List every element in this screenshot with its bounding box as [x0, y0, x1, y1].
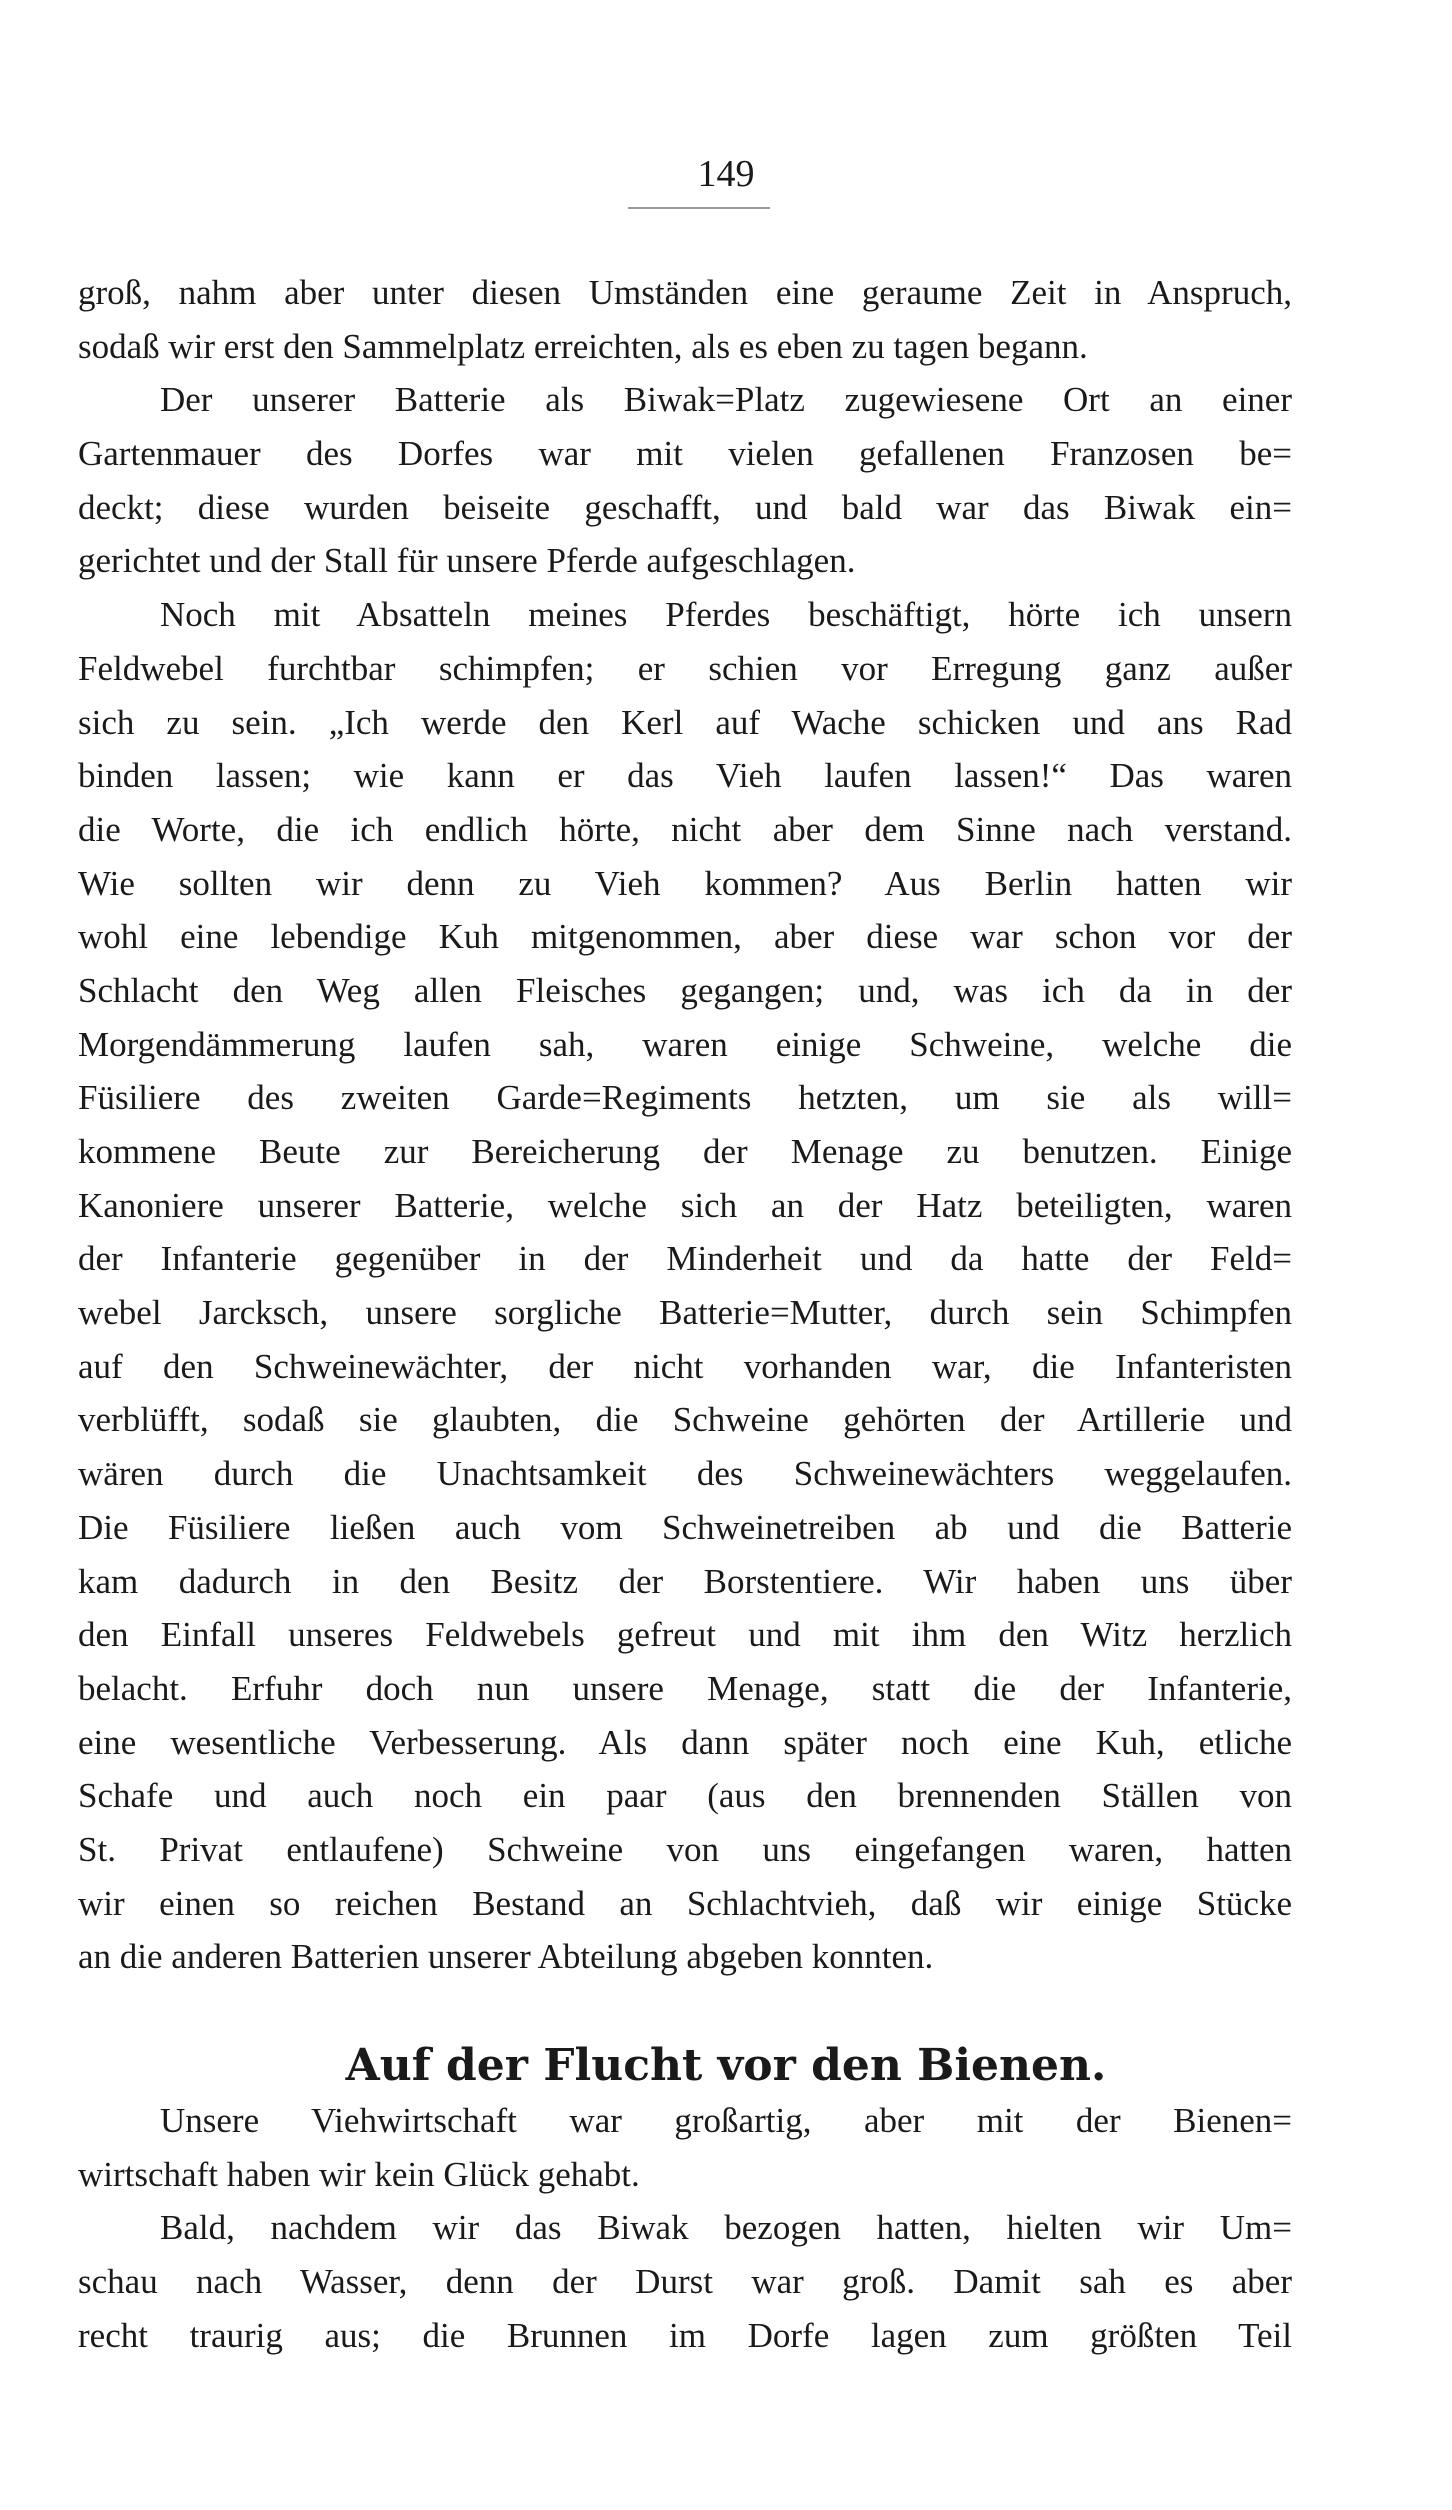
- text-line: schau nach Wasser, denn der Durst war groß. Damit sah es aber: [78, 2262, 1292, 2302]
- text-line: wir einen so reichen Bestand an Schlachtvieh, daß wir einige Stücke: [78, 1883, 1292, 1923]
- text-line: Schlacht den Weg allen Fleisches gegangen; und, was ich da in der: [78, 970, 1292, 1010]
- text-line: webel Jarcksch, unsere sorgliche Batterie=Mutter, durch sein Schimpfen: [78, 1293, 1292, 1333]
- text-line: wohl eine lebendige Kuh mitgenommen, aber diese war schon vor der: [78, 917, 1292, 957]
- body-text-section-2: [78, 2094, 1292, 2362]
- text-line: die Worte, die ich endlich hörte, nicht aber dem Sinne nach verstand.: [78, 809, 1292, 849]
- text-line: deckt; diese wurden beiseite geschafft, und bald war das Biwak ein=: [78, 487, 1292, 527]
- text-line: wirtschaft haben wir kein Glück gehabt.: [78, 2154, 640, 2194]
- text-line: Kanoniere unserer Batterie, welche sich an der Hatz beteiligten, waren: [78, 1185, 1292, 1225]
- text-line: Noch mit Absatteln meines Pferdes beschäftigt, hörte ich unsern: [160, 595, 1292, 635]
- text-line: den Einfall unseres Feldwebels gefreut und mit ihm den Witz herzlich: [78, 1615, 1292, 1655]
- text-line: Feldwebel furchtbar schimpfen; er schien vor Erregung ganz außer: [78, 648, 1292, 688]
- text-line: an die anderen Batterien unserer Abteilung abgeben konnten.: [78, 1937, 934, 1977]
- text-line: groß, nahm aber unter diesen Umständen eine geraume Zeit in Anspruch,: [78, 273, 1292, 312]
- text-line: Füsiliere des zweiten Garde=Regiments hetzten, um sie als will=: [78, 1078, 1292, 1118]
- text-line: Gartenmauer des Dorfes war mit vielen gefallenen Franzosen be=: [78, 434, 1292, 474]
- text-line: Morgendämmerung laufen sah, waren einige Schweine, welche die: [78, 1024, 1292, 1064]
- page-number: 149: [697, 153, 755, 195]
- header-rule: [628, 207, 770, 209]
- text-line: St. Privat entlaufene) Schweine von uns eingefangen waren, hatten: [78, 1829, 1292, 1869]
- text-line: eine wesentliche Verbesserung. Als dann später noch eine Kuh, etliche: [78, 1722, 1292, 1762]
- text-line: Die Füsiliere ließen auch vom Schweinetreiben ab und die Batterie: [78, 1507, 1292, 1547]
- text-line: kommene Beute zur Bereicherung der Menage zu benutzen. Einige: [78, 1132, 1292, 1171]
- text-line: gerichtet und der Stall für unsere Pferde aufgeschlagen.: [78, 541, 856, 581]
- text-line: kam dadurch in den Besitz der Borstentiere. Wir haben uns über: [78, 1561, 1292, 1601]
- text-line: verblüfft, sodaß sie glaubten, die Schweine gehörten der Artillerie und: [78, 1400, 1292, 1440]
- text-line: belacht. Erfuhr doch nun unsere Menage, statt die der Infanterie,: [78, 1668, 1292, 1708]
- text-line: binden lassen; wie kann er das Vieh laufen lassen!“ Das waren: [78, 756, 1292, 796]
- text-line: Schafe und auch noch ein paar (aus den brennenden Ställen von: [78, 1776, 1292, 1816]
- text-line: Der unserer Batterie als Biwak=Platz zugewiesene Ort an einer: [160, 380, 1292, 420]
- body-text-section-1: [78, 266, 1292, 1984]
- text-line: Unsere Viehwirtschaft war großartig, aber mit der Bienen=: [160, 2101, 1292, 2140]
- text-line: auf den Schweinewächter, der nicht vorhanden war, die Infanteristen: [78, 1346, 1292, 1386]
- text-line: wären durch die Unachtsamkeit des Schweinewächters weggelaufen.: [78, 1454, 1292, 1494]
- text-line: sodaß wir erst den Sammelplatz erreichten, als es eben zu tagen begann.: [78, 326, 1088, 366]
- text-line: Bald, nachdem wir das Biwak bezogen hatten, hielten wir Um=: [160, 2208, 1292, 2248]
- text-line: Wie sollten wir denn zu Vieh kommen? Aus Berlin hatten wir: [78, 863, 1292, 903]
- section-heading: Auf der Flucht vor den Bienen.: [345, 2040, 1107, 2091]
- text-line: sich zu sein. „Ich werde den Kerl auf Wache schicken und ans Rad: [78, 702, 1292, 742]
- text-line: recht traurig aus; die Brunnen im Dorfe lagen zum größten Teil: [78, 2315, 1292, 2355]
- text-line: der Infanterie gegenüber in der Minderheit und da hatte der Feld=: [78, 1239, 1292, 1279]
